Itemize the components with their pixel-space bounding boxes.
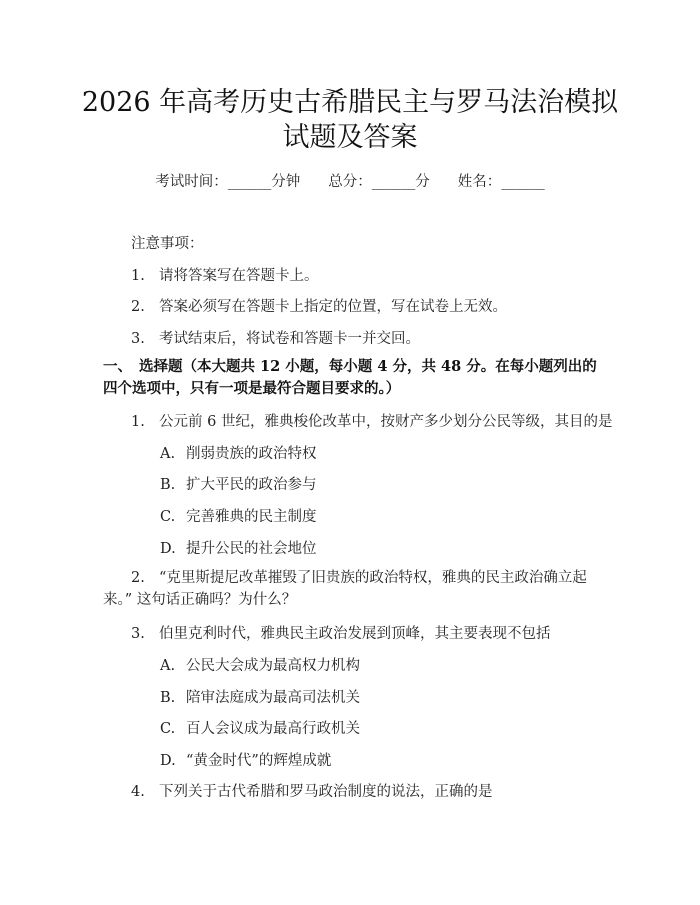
option-c (160, 717, 360, 738)
question-2 (103, 567, 603, 611)
note-text: 请将答案写在答题卡上。 (159, 268, 319, 284)
notes-heading: 注意事项： (131, 236, 204, 252)
total-score-field: 总分：______分 (328, 174, 430, 190)
question-text: 伯里克利时代，雅典民主政治发展到顶峰，其主要表现不包括 (159, 626, 551, 642)
note-item (131, 327, 420, 348)
option-label: C. (160, 509, 176, 525)
note-number: 2. (131, 299, 145, 315)
option-label: B. (160, 690, 176, 706)
question-number: 2. (131, 570, 145, 586)
option-label: C. (160, 721, 176, 737)
question-number: 3. (131, 626, 145, 642)
option-a (160, 442, 317, 463)
exam-meta (0, 170, 700, 191)
note-number: 3. (131, 331, 145, 347)
question-text: “克里斯提尼改革摧毁了旧贵族的政治特权，雅典的民主政治确立起来。” 这句话正确吗？为什么？ (103, 570, 587, 608)
option-label: A. (160, 658, 176, 674)
option-b (160, 686, 360, 707)
option-d (160, 537, 317, 558)
question-1 (131, 410, 612, 431)
question-number: 1. (131, 414, 145, 430)
page-subtitle: 试题及答案 (282, 122, 418, 153)
page-title: 2026 年高考历史古希腊民主与罗马法治模拟 (81, 87, 619, 118)
option-text: 百人会议成为最高行政机关 (186, 721, 360, 737)
option-label: D. (160, 753, 176, 769)
exam-time-field: 考试时间：______分钟 (155, 174, 301, 190)
option-text: 公民大会成为最高权力机构 (186, 658, 360, 674)
option-c (160, 505, 317, 526)
note-item (131, 295, 507, 316)
option-label: D. (160, 541, 176, 557)
option-text: 提升公民的社会地位 (186, 541, 317, 557)
note-item (131, 264, 319, 285)
option-a (160, 654, 360, 675)
option-text: 削弱贵族的政治特权 (186, 446, 317, 462)
note-number: 1. (131, 268, 145, 284)
question-number: 4. (131, 784, 145, 800)
option-text: 完善雅典的民主制度 (186, 509, 317, 525)
question-4 (131, 780, 493, 801)
note-text: 答案必须写在答题卡上指定的位置，写在试卷上无效。 (159, 299, 507, 315)
section-heading (103, 356, 603, 400)
section-text: 选择题（本大题共 12 小题，每小题 4 分，共 48 分。在每小题列出的四个选项中，只有一项是最符合题目要求的。） (103, 358, 597, 397)
section-label: 一、 (103, 358, 132, 375)
option-d (160, 749, 331, 770)
note-text: 考试结束后，将试卷和答题卡一并交回。 (159, 331, 420, 347)
option-text: 扩大平民的政治参与 (186, 477, 317, 493)
student-name-field: 姓名：______ (457, 174, 545, 190)
question-text: 公元前 6 世纪，雅典梭伦改革中，按财产多少划分公民等级，其目的是 (159, 414, 613, 430)
question-3 (131, 622, 551, 643)
option-label: B. (160, 477, 176, 493)
option-text: “黄金时代”的辉煌成就 (186, 753, 332, 769)
question-text: 下列关于古代希腊和罗马政治制度的说法，正确的是 (159, 784, 493, 800)
option-label: A. (160, 446, 176, 462)
option-b (160, 473, 317, 494)
option-text: 陪审法庭成为最高司法机关 (186, 690, 360, 706)
